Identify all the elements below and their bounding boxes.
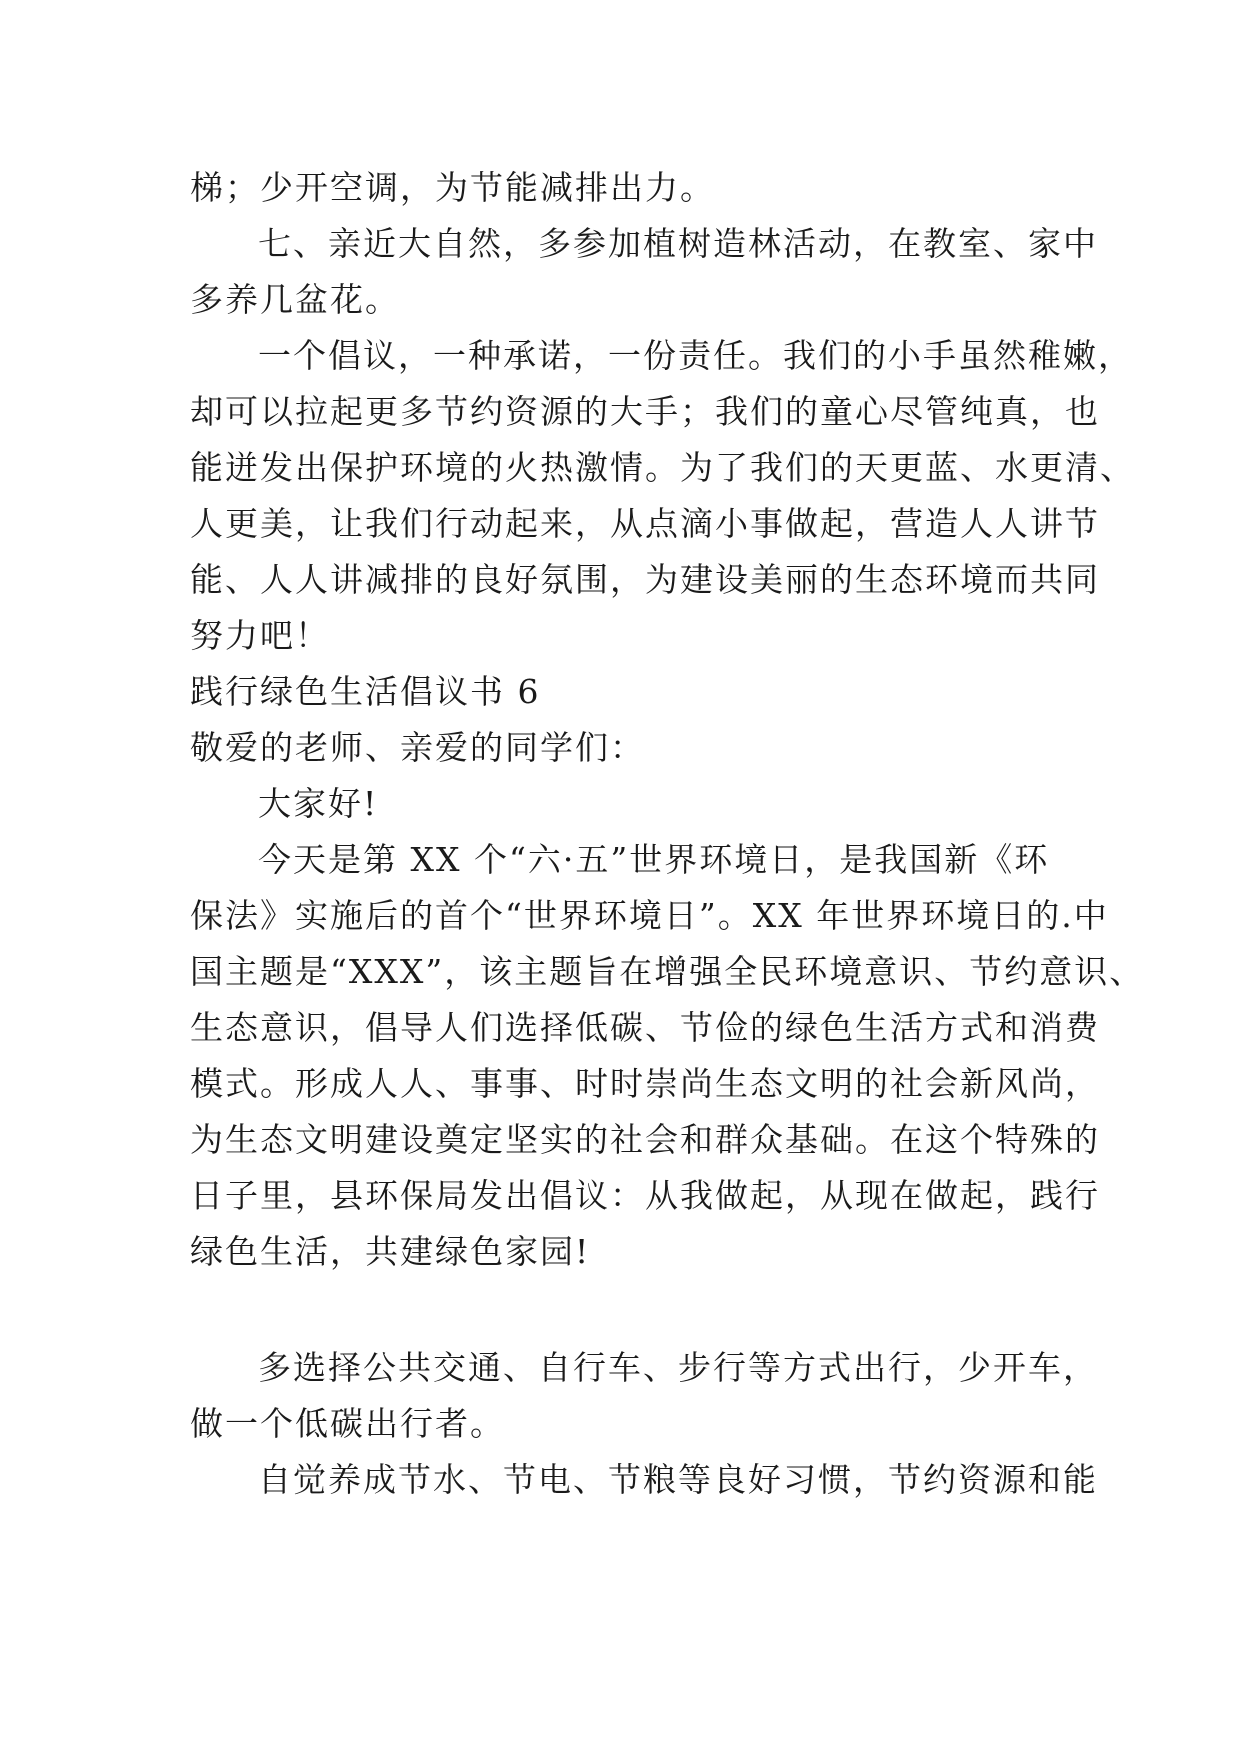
text-line: 多养几盆花。 — [190, 280, 400, 319]
text-line: 能、人人讲减排的良好氛围，为建设美丽的生态环境而共同 — [190, 560, 1100, 599]
greeting: 大家好! — [258, 784, 379, 823]
paragraph-start: 今天是第 XX 个“六·五”世界环境日，是我国新《环 — [258, 840, 1050, 879]
salutation: 敬爱的老师、亲爱的同学们： — [190, 728, 645, 767]
text-line: 努力吧！ — [190, 616, 330, 655]
text-line: 绿色生活，共建绿色家园! — [190, 1232, 591, 1271]
text-line: 却可以拉起更多节约资源的大手；我们的童心尽管纯真，也 — [190, 392, 1100, 431]
paragraph-start: 多选择公共交通、自行车、步行等方式出行，少开车， — [258, 1348, 1098, 1387]
text-line: 国主题是“XXX”，该主题旨在增强全民环境意识、节约意识、 — [190, 952, 1145, 991]
text-line: 模式。形成人人、事事、时时崇尚生态文明的社会新风尚， — [190, 1064, 1100, 1103]
text-line: 保法》实施后的首个“世界环境日”。XX 年世界环境日的.中 — [190, 896, 1109, 935]
list-item-seven: 七、亲近大自然，多参加植树造林活动，在教室、家中 — [258, 224, 1098, 263]
paragraph-gap — [190, 1280, 1070, 1340]
document-body — [190, 160, 1145, 1508]
text-line: 梯；少开空调，为节能减排出力。 — [190, 168, 715, 207]
text-line: 日子里，县环保局发出倡议：从我做起，从现在做起，践行 — [190, 1176, 1100, 1215]
text-line: 生态意识，倡导人们选择低碳、节俭的绿色生活方式和消费 — [190, 1008, 1100, 1047]
paragraph-start: 一个倡议，一种承诺，一份责任。我们的小手虽然稚嫩， — [258, 336, 1133, 375]
text-line: 为生态文明建设奠定坚实的社会和群众基础。在这个特殊的 — [190, 1120, 1100, 1159]
text-line: 人更美，让我们行动起来，从点滴小事做起，营造人人讲节 — [190, 504, 1100, 543]
paragraph-start: 自觉养成节水、节电、节粮等良好习惯，节约资源和能 — [258, 1460, 1098, 1499]
text-line: 做一个低碳出行者。 — [190, 1404, 505, 1443]
text-line: 能迸发出保护环境的火热激情。为了我们的天更蓝、水更清、 — [190, 448, 1135, 487]
section-title: 践行绿色生活倡议书 6 — [190, 672, 541, 711]
